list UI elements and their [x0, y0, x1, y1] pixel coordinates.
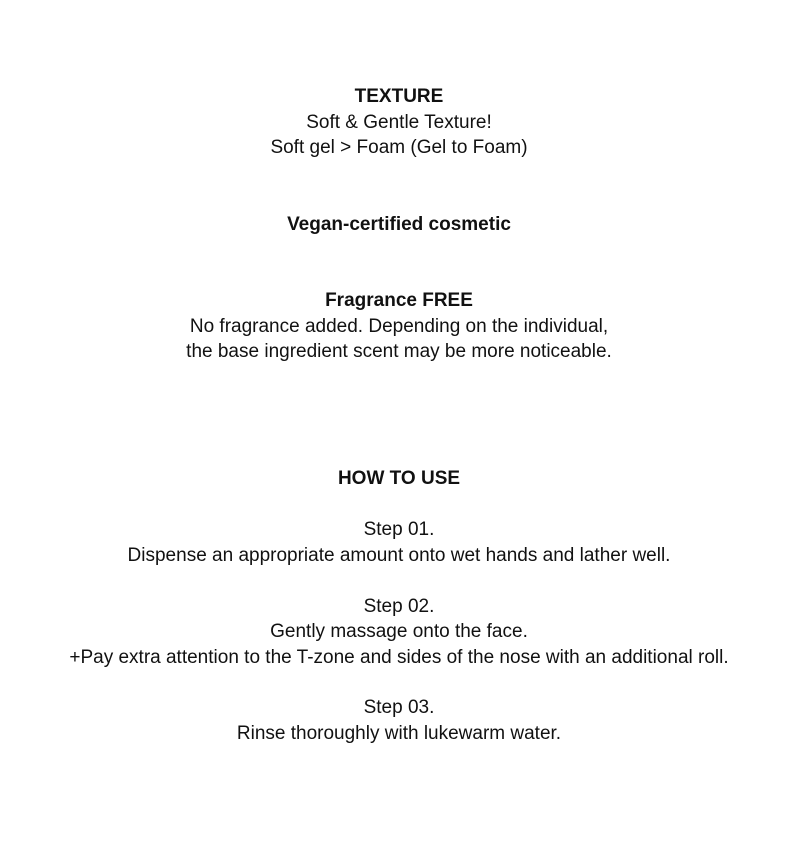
step-line: Dispense an appropriate amount onto wet hands and lather well.: [127, 545, 671, 566]
texture-line: Soft gel > Foam (Gel to Foam): [270, 137, 528, 158]
how-to-use-heading: HOW TO USE: [337, 468, 461, 489]
vegan-heading: Vegan-certified cosmetic: [287, 214, 511, 235]
fragrance-heading: Fragrance FREE: [325, 290, 473, 311]
step-label: Step 02.: [363, 596, 435, 617]
step-line: Rinse thoroughly with lukewarm water.: [236, 723, 562, 744]
fragrance-line: the base ingredient scent may be more noticeable.: [186, 341, 612, 362]
fragrance-line: No fragrance added. Depending on the individual,: [189, 316, 609, 337]
step-line: Gently massage onto the face.: [270, 621, 528, 642]
step-line: +Pay extra attention to the T-zone and sides of the nose with an additional roll.: [69, 647, 729, 668]
step-label: Step 03.: [363, 697, 435, 718]
texture-line: Soft & Gentle Texture!: [306, 112, 492, 133]
texture-heading: TEXTURE: [354, 86, 444, 107]
step-label: Step 01.: [363, 519, 435, 540]
